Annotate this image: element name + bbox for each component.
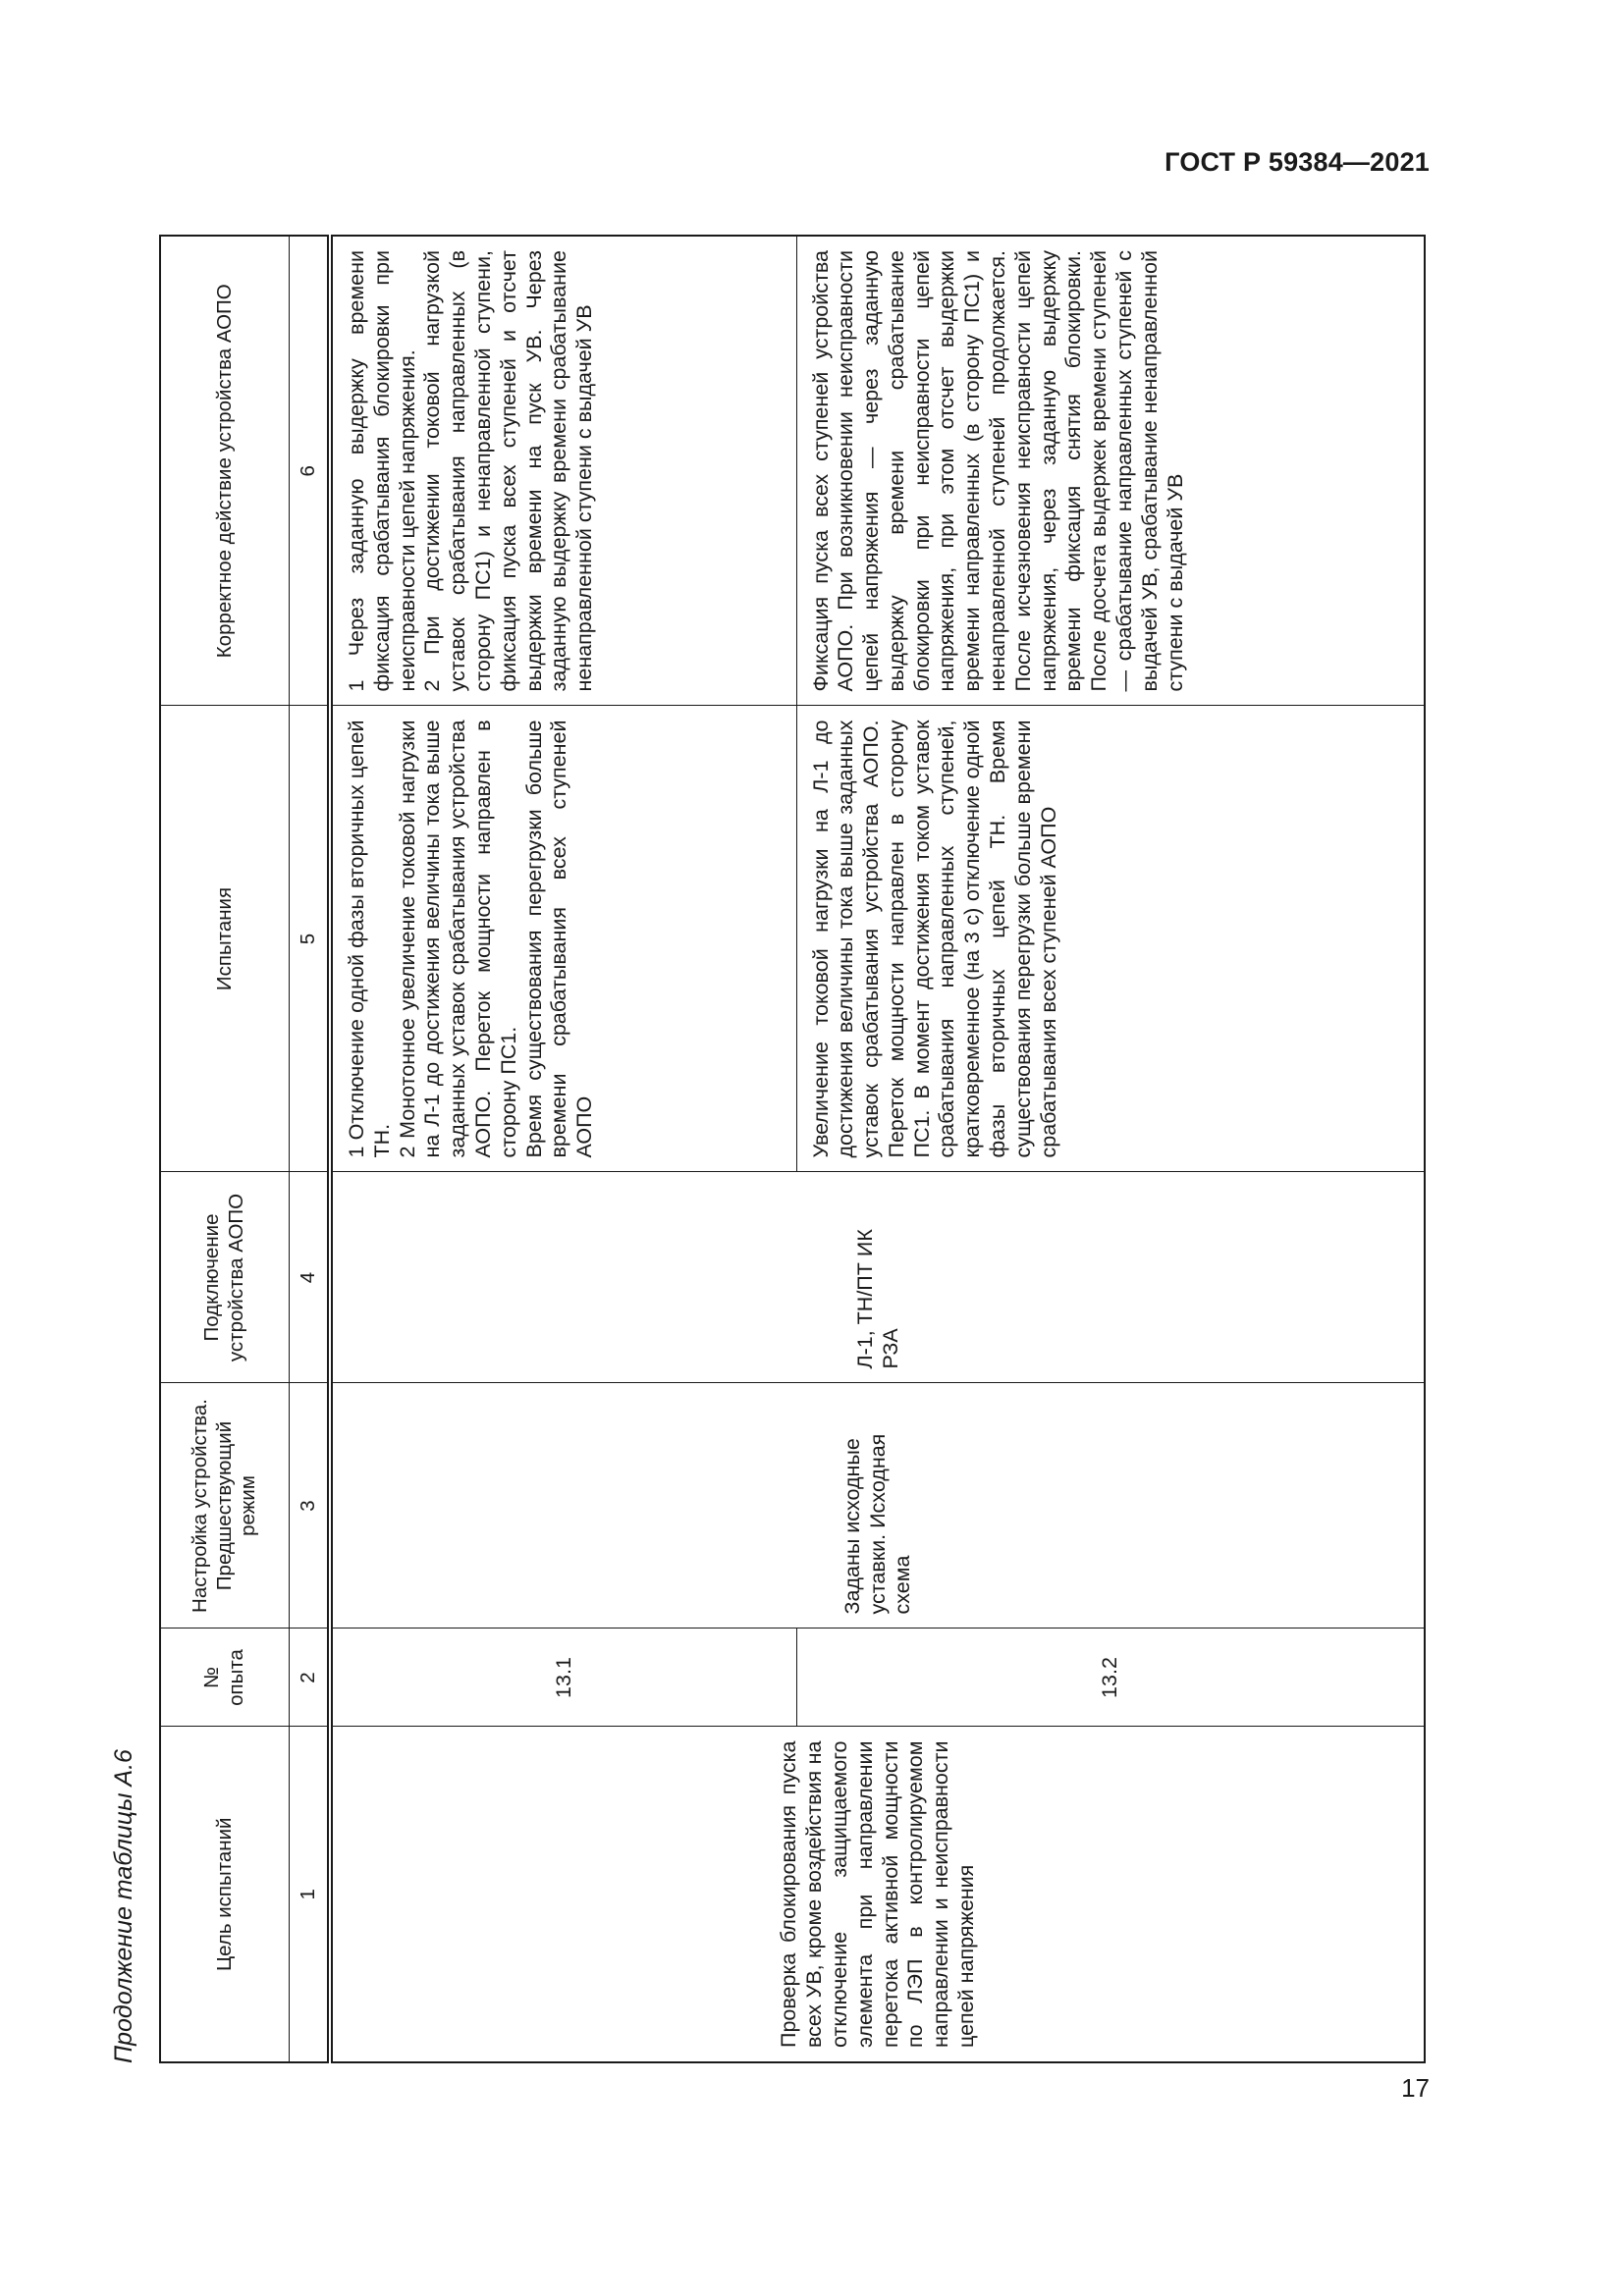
column-number: 6 <box>290 236 331 706</box>
col-header-experiment-no: № опыта <box>160 1629 290 1727</box>
experiment-number: 13.2 <box>796 1629 1425 1727</box>
goal-cell: Проверка блокирования пуска всех УВ, кроме воздействия на отключение защищаемого элемента при направлении перетока активной мощности по ЛЭП в контролируемом направлении и неисправности цепей напряжения <box>330 1727 1425 2062</box>
tests-cell <box>796 706 1425 1172</box>
action-step: 1 Через заданную выдержку времени фиксация срабатывания блокировки при неисправности цепей напряжения. <box>345 250 419 692</box>
tests-cell <box>330 706 796 1172</box>
test-step: Увеличение токовой нагрузки на Л-1 до достижения величины тока выше заданных уставок срабатывания устройства АОПО. Переток мощности направлен в сторону ПС1. В момент достижения током уставок срабатывания направленных ступеней, кратковременное (на 3 с) отключение одной фазы вторичных цепей ТН. Время существования перегрузки больше времени срабатывания всех ступеней АОПО <box>808 720 1060 1158</box>
column-number: 4 <box>290 1172 331 1383</box>
action-cell <box>330 236 796 706</box>
page-number: 17 <box>1401 2073 1430 2103</box>
column-number: 2 <box>290 1629 331 1727</box>
test-table <box>159 235 1426 2063</box>
standard-designation: ГОСТ Р 59384—2021 <box>1164 147 1430 177</box>
rotated-table-block <box>110 228 1426 2063</box>
col-header-action: Корректное действие устройства АОПО <box>160 236 290 706</box>
experiment-number: 13.1 <box>330 1629 796 1727</box>
action-step: Фиксация пуска всех ступеней устройства АОПО. При возникновении неисправности цепей напряжения — через заданную выдержку времени срабатывание блокировки при неисправности цепей напряжения, при этом отсчет выдержки времени направленных (в сторону ПС1) и ненаправленной ступеней продолжается. После исчезновения неисправности цепей напряжения, через заданную выдержку времени фиксация снятия блокировки. После досчета выдержек времени ступеней — срабатывание направленных ступеней с выдачей УВ, срабатывание ненаправленной ступени с выдачей УВ <box>808 250 1187 692</box>
setting-cell: Заданы исходные уставки. Исходная схема <box>330 1383 1425 1629</box>
test-step: 2 Монотонное увеличение токовой нагрузки на Л-1 до достижения величины тока выше заданных уставок срабатывания устройства АОПО. Переток мощности направлен в сторону ПС1. <box>395 720 520 1158</box>
col-header-goal: Цель испытаний <box>160 1727 290 2062</box>
action-step: 2 При достижении токовой нагрузкой уставок срабатывания направленных (в сторону ПС1) и ненаправленной ступени, фиксация пуска всех ступеней и отсчет выдержки времени на пуск УВ. Через заданную выдержку времени срабатывание ненаправленной ступени с выдачей УВ <box>420 250 597 692</box>
col-header-setting: Настройка устройства. Предшествующий режим <box>160 1383 290 1629</box>
test-step: Время существования перегрузки больше времени срабатывания всех ступеней АОПО <box>521 720 597 1158</box>
connection-cell: Л-1, ТН/ПТ ИК РЗА <box>330 1172 1425 1383</box>
column-number: 1 <box>290 1727 331 2062</box>
col-header-tests: Испытания <box>160 706 290 1172</box>
test-step: 1 Отключение одной фазы вторичных цепей ТН. <box>345 720 394 1158</box>
column-number-row <box>290 236 331 2062</box>
action-cell <box>796 236 1425 706</box>
table-caption: Продолжение таблицы А.6 <box>110 1749 137 2063</box>
table-header-row <box>160 236 290 2062</box>
column-number: 3 <box>290 1383 331 1629</box>
table-row <box>330 236 796 2062</box>
col-header-connection: Подключение устройства АОПО <box>160 1172 290 1383</box>
column-number: 5 <box>290 706 331 1172</box>
